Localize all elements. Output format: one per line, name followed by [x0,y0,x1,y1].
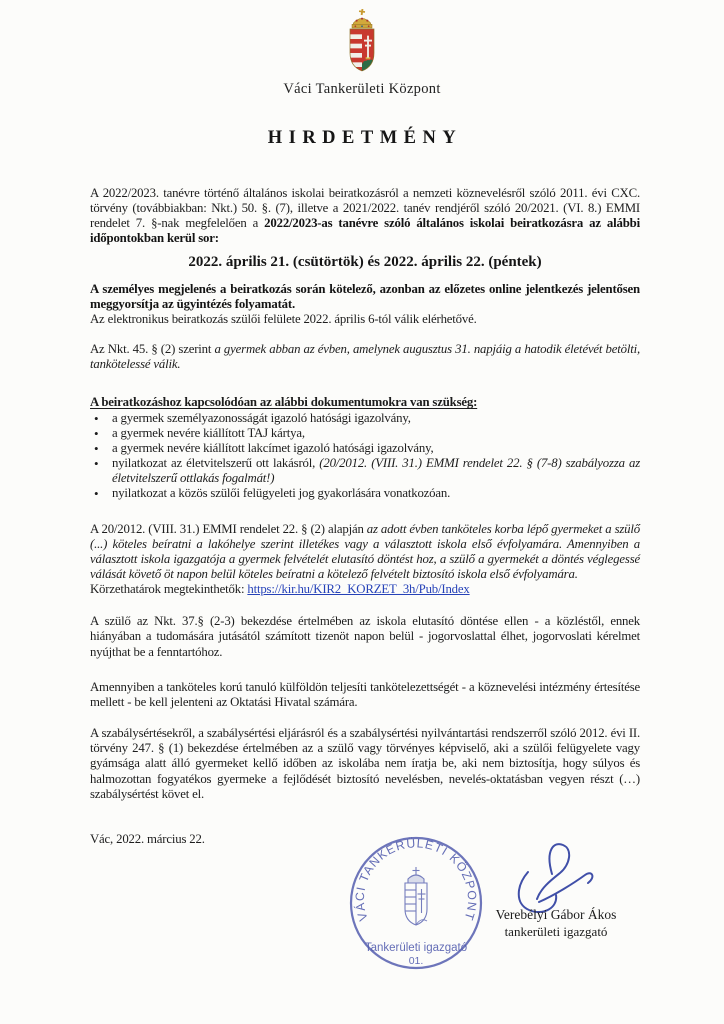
list-item: • a gyermek személyazonosságát igazoló hatósági igazolvány, [90,411,640,426]
documents-heading: A beiratkozáshoz kapcsolódóan az alábbi dokumentumokra van szükség: [90,395,478,410]
online-regular-text: Az elektronikus beiratkozás szülői felülete 2022. április 6-tól válik elérhetővé. [90,311,477,326]
hungarian-coat-of-arms-icon [342,9,382,73]
enrollment-dates-line: 2022. április 21. (csütörtök) és 2022. április 22. (péntek) [188,253,542,270]
appeal-paragraph: A szülő az Nkt. 37.§ (2-3) bekezdése értelmében az iskola elutasító döntése ellen - a közléstől, ennek hiányában a tudomására jutásától számított tizenöt napon belül - jogorvoslattal élhet, jogorvoslati kérelmet nyújthat be a fenntartóhoz. [90,614,640,659]
place-date-line: Vác, 2022. március 22. [90,831,205,846]
emmi22-paragraph [90,522,640,598]
stamp-ring-text: VÁCI TANKERÜLETI KÖZPONT [352,836,480,923]
stamp-emblem-icon [405,867,427,925]
intro-bold-text: 2022/2023-as tanévre szóló általános iskolai beiratkozásra az alábbi időpontokban kerül sor: [90,216,640,246]
stamp-role-text: Tankerületi igazgató [364,942,468,954]
online-bold-text: A személyes megjelenés a beiratkozás során kötelező, azonban az előzetes online jelentkezés jelentősen meggyorsítja az ügyintézés folyamatát. [90,281,640,311]
stamp-number-text: 01. [408,955,424,967]
documents-list [90,411,640,502]
korzet-map-link[interactable]: https://kir.hu/KIR2_KORZET_3h/Pub/Index [247,582,470,597]
emmi22-italic-text: az adott évben tanköteles korba lépő gyermeket a szülő (...) köteles beíratni a lakóhelye szerint illetékes vagy a választott iskola első évfolyamára. Amennyiben a választott iskola igazgatója a gyermek felvételét elutasító döntést hoz, a szülő a gyermekét a döntés véglegessé válását követő öt napon belül köteles beíratni a kötelező felvételt biztosító iskola első évfolyamára. [90,521,640,581]
nkt45-paragraph [90,342,640,372]
signatory-name: Verebélyi Gábor Ákos [495,907,617,922]
online-registration-paragraph [90,282,640,327]
list-item: • a gyermek nevére kiállított lakcímet igazoló hatósági igazolvány, [90,441,640,456]
offense-paragraph: A szabálysértésekről, a szabálysértési eljárásról és a szabálysértési nyilvántartási rendszerről szóló 2012. évi II. törvény 247. § (1) bekezdése értelmében az a szülő vagy törvényes képviselő, aki a szülői felügyelete vagy gyámsága alatt álló gyermeket kellő időben az iskolába nem íratja be, aki nem biztosítja, hogy súlyos és halmozottan fogyatékos gyermeke a fejlődését biztosító nevelésben, nevelés-oktatásban vegyen részt (…) szabálysértést követ el. [90,726,640,801]
document-header [0,0,724,149]
list-item: • nyilatkozat a közös szülői felügyeleti jog gyakorlására vonatkozóan. [90,486,640,501]
nkt45-regular-text: Az Nkt. 45. § (2) szerint [90,342,215,357]
intro-regular-text: A 2022/2023. tanévre történő általános iskolai beiratkozásról a nemzeti köznevelésről szóló 2011. évi CXC. törvény (továbbiakban: Nkt.) 50. §. (7), illetve a 2021/2022. tanév rendjéről szóló 20/2021. (VI. 8.) EMMI rendelet 7. §-nak megfelelően a [90,186,640,231]
document-body [0,186,724,847]
list-item: • nyilatkozat az életvitelszerű ott lakásról, (20/2012. (VIII. 31.) EMMI rendelet 22. § (7-8) szabályozza az életvitelszerű ottlakás fogalmát!) [90,456,640,486]
emmi22-regular-text: A 20/2012. (VIII. 31.) EMMI rendelet 22. § (2) alapján [90,521,367,536]
organization-name: Váci Tankerületi Központ [283,81,441,97]
official-round-stamp-icon [346,833,486,973]
nkt45-italic-text: a gyermek abban az évben, amelynek augusztus 31. napjáig a hatodik életévét betölti, tankötelessé válik. [90,342,640,372]
korzet-label: Körzethatárok megtekinthetők: [90,582,248,597]
list-item: • a gyermek nevére kiállított TAJ kártya, [90,426,640,441]
intro-paragraph [90,186,640,247]
abroad-paragraph: Amennyiben a tanköteles korú tanuló külföldön teljesíti tankötelezettségét - a köznevelési intézmény értesítése mellett - be kell jelenteni az Oktatási Hivatal számára. [90,679,640,709]
document-title: HIRDETMÉNY [267,128,463,148]
signatory-block [480,906,632,940]
signatory-title: tankerületi igazgató [504,924,608,939]
